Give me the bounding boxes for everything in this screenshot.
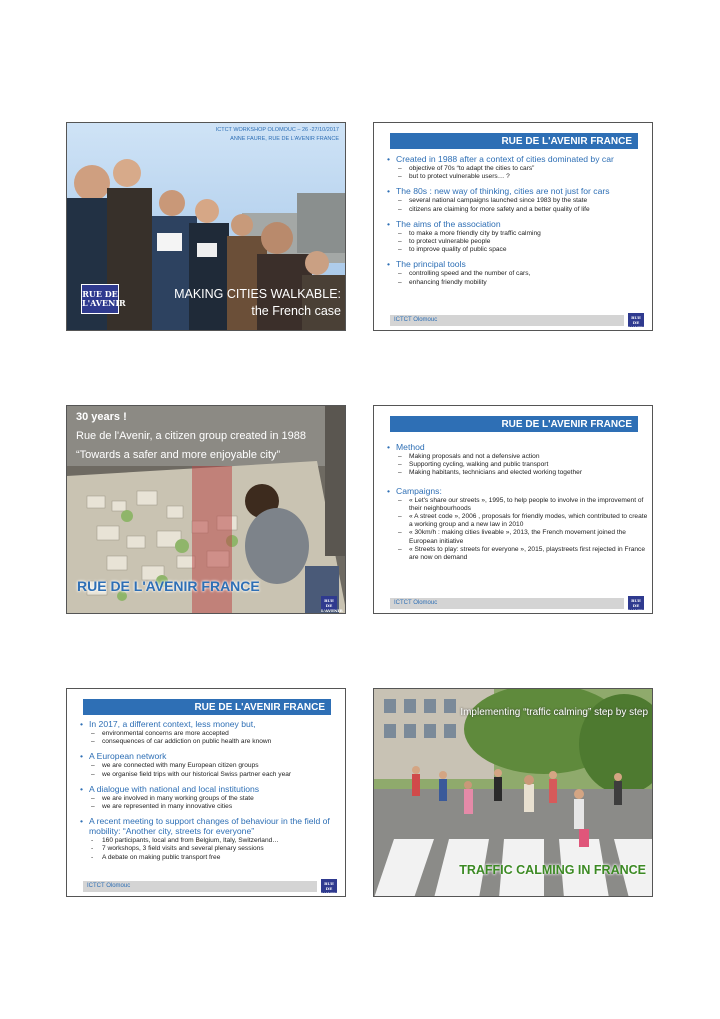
list-item: – « A street code », 2006 , proposals for friendly modes, which contributed to create a working group and a new law in 2010 — [396, 513, 648, 529]
slide-title — [174, 286, 341, 320]
list-item: – « Streets to play: streets for everyone », 2015, playstreets first rejected in France are now on demand — [396, 546, 648, 562]
bullet-list — [79, 719, 341, 867]
association-logo: RUE DE L'AVENIR — [628, 598, 650, 613]
slide-title: TRAFFIC CALMING IN FRANCE — [459, 863, 646, 877]
list-item: – Supporting cycling, walking and public transport — [396, 461, 648, 469]
slide-title-line1: MAKING CITIES WALKABLE: — [174, 287, 341, 301]
list-item: – environmental concerns are more accepted — [89, 730, 341, 738]
list-item: – consequences of car addiction on public health are known — [89, 738, 341, 746]
list-item: – Making proposals and not a defensive action — [396, 453, 648, 461]
slide-footer: ICTCT Olomouc — [83, 881, 317, 892]
list-item: – several national campaigns launched since 1983 by the state — [396, 197, 648, 205]
association-logo: RUE DE L'AVENIR — [321, 881, 343, 896]
bullet-list — [386, 442, 648, 567]
slide-footer: ICTCT Olomouc — [390, 315, 624, 326]
slide-tagline: “Towards a safer and more enjoyable city” — [76, 449, 281, 461]
list-item: – to make a more friendly city by traffic calming — [396, 230, 648, 238]
slide-title-line2: the French case — [251, 304, 341, 318]
list-item: • A recent meeting to support changes of behaviour in the field of mobility: “Another city, streets for everyone” - 160 participants, local and from Belgium, Italy, Switzerland… - 7 workshops, 3 field visits and several plenary sessions - A debate on making public transport free — [79, 816, 341, 862]
list-item: – citizens are claiming for more safety and a better quality of life — [396, 206, 648, 214]
association-logo: RUE DE L'AVENIR — [321, 598, 343, 613]
list-item: – « Let's share our streets », 1995, to help people to involve in the improvement of their neighbourhoods — [396, 497, 648, 513]
org-name: RUE DE L'AVENIR FRANCE — [77, 578, 260, 594]
slide-footer: ICTCT Olomouc — [390, 598, 624, 609]
slide-4 — [373, 405, 653, 614]
slide-title: RUE DE L'AVENIR FRANCE — [390, 133, 638, 149]
list-item: – we organise field trips with our historical Swiss partner each year — [89, 771, 341, 779]
slide-subtitle: Rue de l'Avenir, a citizen group created in 1988 — [76, 430, 306, 442]
list-item: • The principal tools – controlling speed and the number of cars, – enhancing friendly mobility — [386, 259, 648, 286]
list-item: – « 30km/h : making cities liveable », 2013, the French movement joined the European initiative — [396, 529, 648, 545]
list-item: – we are connected with many European citizen groups — [89, 762, 341, 770]
list-item: • A European network – we are connected with many European citizen groups – we organise field trips with our historical Swiss partner each year — [79, 751, 341, 778]
list-item: - 7 workshops, 3 field visits and several plenary sessions — [89, 845, 341, 853]
list-item: - A debate on making public transport free — [89, 854, 341, 862]
list-item: – to protect vulnerable people — [396, 238, 648, 246]
list-item: – Making habitants, technicians and elected working together — [396, 469, 648, 477]
association-logo: RUE DE L'AVENIR — [81, 284, 119, 314]
list-item: • The 80s : new way of thinking, cities are not just for cars – several national campaigns launched since 1983 by the state – citizens are claiming for more safety and a better quality of life — [386, 186, 648, 213]
list-item: – but to protect vulnerable users… ? — [396, 173, 648, 181]
list-item: – enhancing friendly mobility — [396, 279, 648, 287]
photo-caption: Implementing “traffic calming” step by step — [460, 707, 648, 718]
list-item: – we are represented in many innovative cities — [89, 803, 341, 811]
list-item: – we are involved in many working groups of the state — [89, 795, 341, 803]
list-item: – controlling speed and the number of cars, — [396, 270, 648, 278]
slide-3 — [66, 405, 346, 614]
slide-6 — [373, 688, 653, 897]
slide-1 — [66, 122, 346, 331]
list-item: – objective of 70s “to adapt the cities to cars” — [396, 165, 648, 173]
slide-title: RUE DE L'AVENIR FRANCE — [83, 699, 331, 715]
slide-5 — [66, 688, 346, 897]
slide-heading: 30 years ! — [76, 411, 127, 423]
bullet-list — [386, 154, 648, 292]
slide-2 — [373, 122, 653, 331]
slide-title: RUE DE L'AVENIR FRANCE — [390, 416, 638, 432]
list-item: - 160 participants, local and from Belgium, Italy, Switzerland… — [89, 837, 341, 845]
list-item: • The aims of the association – to make a more friendly city by traffic calming – to protect vulnerable people – to improve quality of public space — [386, 219, 648, 255]
list-item: • Method – Making proposals and not a defensive action – Supporting cycling, walking and public transport – Making habitants, technicians and elected working together — [386, 442, 648, 478]
list-item: – to improve quality of public space — [396, 246, 648, 254]
association-logo: RUE DE L'AVENIR — [628, 315, 650, 330]
list-item: • In 2017, a different context, less money but, – environmental concerns are more accepted – consequences of car addiction on public health are known — [79, 719, 341, 746]
list-item: • A dialogue with national and local institutions – we are involved in many working groups of the state – we are represented in many innovative cities — [79, 784, 341, 811]
workshop-header: ICTCT WORKSHOP OLOMOUC – 26 -27/10/2017 ANNE FAURE, RUE DE L'AVENIR FRANCE — [215, 127, 339, 142]
list-item: • Created in 1988 after a context of cities dominated by car – objective of 70s “to adapt the cities to cars” – but to protect vulnerable users… ? — [386, 154, 648, 181]
list-item: • Campaigns: – « Let's share our streets », 1995, to help people to involve in the improvement of their neighbourhoods – « A street code », 2006 , proposals for friendly modes, which contributed to create a working group and a new law in 2010 – « 30km/h : making cities liveable », 2013, the French movement joined the European initiative – « Streets to play: streets for everyone », 2015, playstreets first rejected in France are now on demand — [386, 486, 648, 563]
